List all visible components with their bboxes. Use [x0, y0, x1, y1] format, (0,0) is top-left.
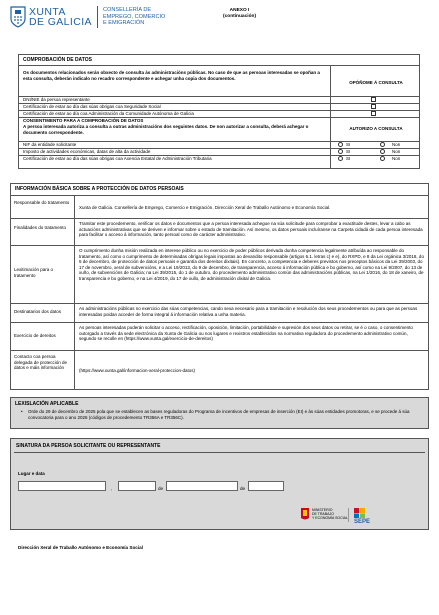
oppose-item-1: DNI/NIE da persoa representante — [23, 97, 90, 102]
authorize-3-no-radio[interactable] — [380, 156, 385, 161]
sepe-logo-icon — [354, 508, 372, 518]
authorize-item-1: NIF da entidade solicitante — [23, 142, 77, 147]
authorize-3-yes-radio[interactable] — [338, 156, 343, 161]
privacy-value-contact[interactable]: (https://www.xunta.gal/informacion-xeral-proteccion-datos) — [79, 368, 196, 373]
year-input[interactable] — [248, 481, 284, 491]
divider — [18, 141, 420, 142]
place-date-label: Lugar e data — [18, 471, 45, 476]
de-separator-2: de — [240, 486, 246, 491]
spain-coat-of-arms-icon — [300, 507, 310, 521]
oppose-item-3: Certificación de estar ao día coa Administración da Comunidade Autónoma de Galicia — [23, 111, 194, 116]
department-line-1: CONSELLERÍA DE — [102, 7, 152, 14]
privacy-label-controller: Responsable do tratamento — [14, 200, 70, 205]
privacy-label-contact: Contacto coa persoa delegada de protección de datos e máis información — [14, 354, 68, 371]
legislation-bullet: • — [21, 409, 23, 414]
ministry-line-1: MINISTERIO — [312, 508, 333, 512]
department-line-3: E EMIGRACIÓN — [102, 20, 145, 27]
oppose-item-2: Certificación de estar ao día das súas obrigas coa Seguridade Social — [23, 104, 161, 109]
divider — [74, 195, 75, 390]
authorize-2-no-radio[interactable] — [380, 149, 385, 154]
privacy-label-rights: Exercicio de dereitos — [14, 333, 56, 338]
privacy-label-recipients: Destinatarios dos datos — [14, 309, 62, 314]
logo-divider — [348, 508, 349, 522]
comma-separator: , — [111, 486, 113, 491]
department-line-2: EMPREGO, COMERCIO — [102, 13, 166, 20]
document-header — [10, 6, 430, 46]
divider — [10, 303, 429, 304]
logo-divider — [97, 6, 98, 28]
no-label: Non — [392, 149, 401, 154]
authorize-item-2: Imposto de actividades económicas, datas de alta da actividade — [23, 149, 151, 154]
oppose-checkbox-1[interactable] — [371, 97, 376, 102]
oppose-header: OPÓÑOME Á CONSULTA — [349, 80, 403, 85]
authorize-1-no-radio[interactable] — [380, 142, 385, 147]
authorize-2-yes-radio[interactable] — [338, 149, 343, 154]
sepe-label: SEPE — [354, 519, 371, 525]
no-label: Non — [392, 142, 401, 147]
xunta-brand-text — [29, 7, 92, 28]
de-separator-1: de — [158, 486, 164, 491]
xunta-logo — [10, 6, 165, 28]
privacy-value-legitimation: O cumprimento dunha misión realizada en interese público ou no exercicio de poder públicos derivada dunha competencia legalmente atribuída ao responsable do tratamento, así como o cumprimento de determinadas obrigas legais impostas ao devandito responsable (artigos 6.1. letras c) e e), do RXPD, e 8 da Lei orgánica 3/2018, do 5 de decembro, de protección de datos persoais e garantía dos dereitos dixitais). En concreto, a competencia e deberes previstos nos preceptos básicos da Lei 39/2003, do 17 de novembro, xeral de subvencións, e a Lei 19/2013, do 9 de decembro, de transparencia, acceso á información pública e bo goberno, así como na Lei 9/2007, do 13 de xuño, de subvencións de Galicia; na Lei 39/2015, do 1 de outubro, do procedemento administrativo común das administracións públicas, na Lei 1/2016, do 18 de xaneiro, de transparencia e bo goberno, e na Lei 4/2019, do 17 de xullo, de administración dixital de Galicia. — [79, 248, 424, 281]
annex-subtitle: (continuación) — [223, 14, 257, 19]
divider — [14, 452, 425, 453]
privacy-value-recipients: As administracións públicas no exercicio das súas competencias, cando sexa necesario para a tramitación e resolución dos seus procedementos ou para que as persoas interesadas poidan acceder de forma integral á información relativa a unha materia. — [79, 306, 418, 317]
oppose-checkbox-2[interactable] — [371, 104, 376, 109]
annex-title: ANEXO I — [229, 8, 250, 13]
signature-title: SINATURA DA PERSOA SOLICITANTE OU REPRESENTANTE — [16, 443, 161, 449]
month-input[interactable] — [166, 481, 238, 491]
yes-label: SI — [346, 156, 351, 161]
yes-label: SI — [346, 149, 351, 154]
brand-line-2: DE GALICIA — [29, 16, 92, 28]
privacy-title: INFORMACIÓN BÁSICA SOBRE A PROTECCIÓN DE DATOS PERSOAIS — [15, 186, 184, 192]
place-input[interactable] — [18, 481, 106, 491]
divider — [18, 65, 420, 66]
galicia-crest-icon — [10, 6, 26, 28]
divider — [10, 195, 429, 196]
verification-intro: Os documentos relacionados serán obxecto de consulta ás administracións públicas. No caso de que as persoas interesadas se opoñan a esta consulta, deberán indicalo no recadro correspondente e achegar unha copia dos documentos. — [23, 70, 320, 81]
footer-text: Dirección Xeral de Traballo Autónomo e Economía Social — [18, 545, 143, 550]
legislation-title: LEXISLACIÓN APLICABLE — [15, 401, 79, 407]
ministry-line-2: DE TRABAJO — [312, 512, 334, 516]
divider — [10, 245, 429, 246]
brand-line-1: XUNTA — [29, 5, 66, 18]
consent-title: CONSENTIMENTO PARA A COMPROBACIÓN DE DATOS — [23, 118, 144, 123]
privacy-label-legitimation: Lexitimación para o tratamento — [14, 267, 54, 278]
oppose-checkbox-3[interactable] — [371, 111, 376, 116]
authorize-header: AUTORIZO A CONSULTA — [349, 126, 403, 131]
yes-label: SI — [346, 142, 351, 147]
annex-heading — [223, 8, 256, 20]
ministry-name — [312, 508, 348, 520]
partner-logos — [300, 506, 422, 528]
legislation-text: Orde do 29 de decembro de 2025 pola que se establecen as bases reguladoras do Programa de incentivos de empresas de inserción (EI) e ás súas entidades promotoras, e se procede á súa convocatoria para o ano 2026 (códigos de procedemento TR356A e TR356C). — [28, 409, 410, 420]
divider — [10, 218, 429, 219]
consent-intro: A persoa interesada autoriza a consulta a outras administracións dos seguintes datos. De non autorizar a consulta, deberá achegar o documento correspondente. — [23, 124, 309, 135]
verification-title: COMPROBACIÓN DE DATOS — [23, 57, 92, 63]
department-name — [103, 7, 165, 26]
privacy-section — [10, 183, 429, 390]
privacy-label-purposes: Finalidades do tratamento — [14, 225, 67, 230]
divider — [10, 322, 429, 323]
authorize-item-3: Certificación de estar ao día das súas obrigas coa Axencia Estatal de Administración Tributaria — [23, 156, 212, 161]
privacy-value-controller: Xunta de Galicia. Consellería de Emprego, Comercio e Emigración. Dirección Xeral de Traballo Autónomo e Economía Social. — [79, 205, 331, 210]
privacy-value-rights: As persoas interesadas poderán solicitar o acceso, rectificación, oposición, limitación, portabilidade e supresión dos seus datos ou retirar, se é o caso, o consentimento outorgado a través da sede electrónica da Xunta de Galicia ou nos lugares e rexistros establecidos na normativa reguladora do procedemento administrativo común, segundo se recolle en (https://www.xunta.gal/exercicio-de-dereitos) — [79, 325, 413, 342]
ministry-line-3: Y ECONOMÍA SOCIAL — [312, 516, 348, 520]
no-label: Non — [392, 156, 401, 161]
authorize-1-yes-radio[interactable] — [338, 142, 343, 147]
day-input[interactable] — [118, 481, 156, 491]
privacy-value-purposes: Tramitar este procedemento, verificar os datos e documentos que a persoa interesada achegue na súa solicitude para comprobar a exactitude destes, levar a cabo as actuacións administrativas que se deriven e informar sobre o estado de tramitación. Así mesmo, os datos persoais incluíranse na Carpeta cidadá de cada persoa interesada para facilitar o acceso á información, tanto persoal como de carácter administrativo. — [79, 221, 423, 238]
divider — [10, 350, 429, 351]
